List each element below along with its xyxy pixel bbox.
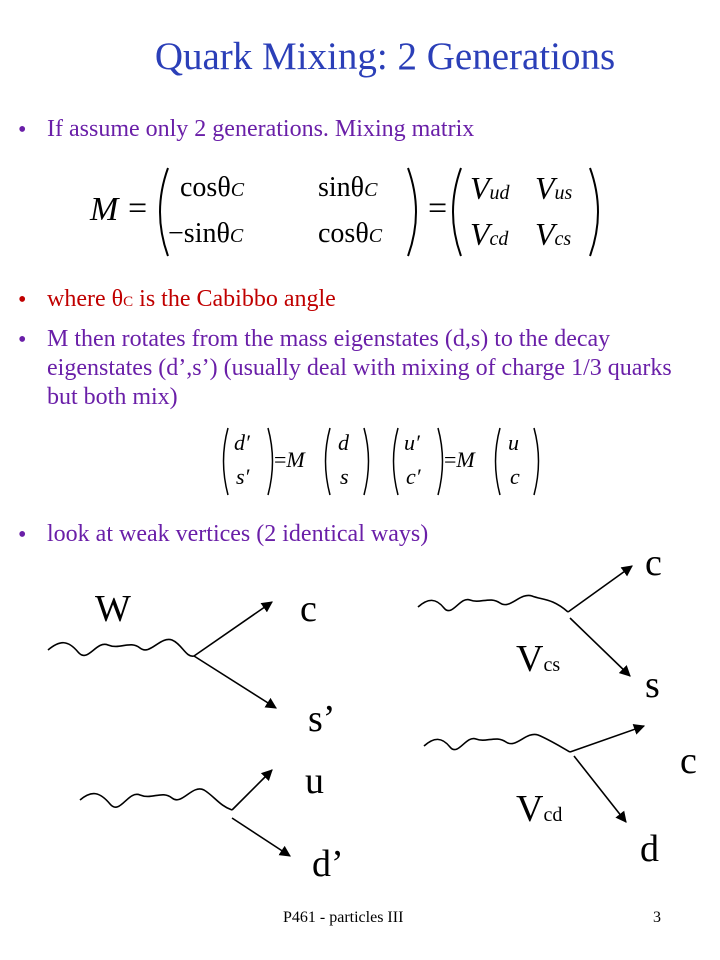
rot-u-prime: u′ (404, 430, 420, 455)
ckm-vud: Vud (470, 170, 510, 206)
label-c-right-2: c (680, 740, 697, 782)
quark-line-c-right (568, 566, 632, 612)
quark-line-u (232, 770, 272, 810)
rot-eq-2: =M (444, 447, 475, 472)
ckm-vcd: Vcd (470, 216, 509, 252)
quark-line-s-right (570, 618, 630, 676)
page-number: 3 (653, 909, 661, 926)
label-c-right: c (645, 542, 662, 584)
bullet-marker: • (18, 117, 27, 143)
matrix-lhs: M (90, 191, 119, 228)
bullet-weak-vertices: look at weak vertices (2 identical ways) (47, 521, 429, 547)
w-boson-wavy-line (48, 639, 194, 656)
label-d-prime: d’ (312, 843, 344, 885)
ckm-vus: Vus (535, 170, 573, 206)
label-c: c (300, 588, 317, 630)
bullet-cabibbo: where θC is the Cabibbo angle (47, 286, 336, 312)
rot-s-prime: s′ (236, 464, 250, 489)
label-vcd: Vcd (516, 788, 563, 830)
rot-u: u (508, 430, 519, 455)
bullet-marker: • (18, 522, 27, 548)
rot-s: s (340, 464, 349, 489)
quark-line-d-right (574, 756, 626, 822)
footer-course: P461 - particles III (283, 909, 404, 926)
matrix-a22: cosθC (318, 218, 383, 249)
label-d-right: d (640, 828, 659, 870)
label-s-prime: s’ (308, 698, 336, 740)
quark-line-s-prime (194, 656, 276, 708)
label-vcs: Vcs (516, 638, 561, 680)
rot-eq-1: =M (274, 447, 305, 472)
matrix-a12: sinθC (318, 172, 378, 203)
quark-line-d-prime (232, 818, 290, 856)
matrix-a11: cosθC (180, 172, 245, 203)
w-boson-wavy-line-2 (80, 789, 232, 810)
rot-d-prime: d′ (234, 430, 250, 455)
ckm-vcs: Vcs (535, 216, 572, 252)
bullet-marker: • (18, 327, 27, 353)
page-title: Quark Mixing: 2 Generations (154, 35, 616, 78)
label-u: u (305, 760, 324, 802)
w-boson-wavy-line-3 (418, 595, 568, 612)
equals-sign: = (128, 190, 148, 227)
matrix-a21: −sinθC (168, 218, 244, 249)
quark-line-c (194, 602, 272, 656)
bullet-marker: • (18, 287, 27, 313)
bullet-mass-eigenstates: M then rotates from the mass eigenstates (d,s) to the decay eigenstates (d’,s’) (usually deal with mixing of charge 1/3 quarks but both mix) (47, 326, 672, 410)
label-w-boson: W (95, 588, 131, 630)
label-s-right: s (645, 664, 660, 706)
equals-sign-2: = (428, 190, 448, 227)
bullet-generations: If assume only 2 generations. Mixing matrix (47, 116, 475, 142)
rot-c-prime: c′ (406, 464, 421, 489)
w-boson-wavy-line-4 (424, 734, 570, 752)
rot-d: d (338, 430, 349, 455)
rot-c: c (510, 464, 520, 489)
quark-line-c-right-2 (570, 726, 644, 752)
